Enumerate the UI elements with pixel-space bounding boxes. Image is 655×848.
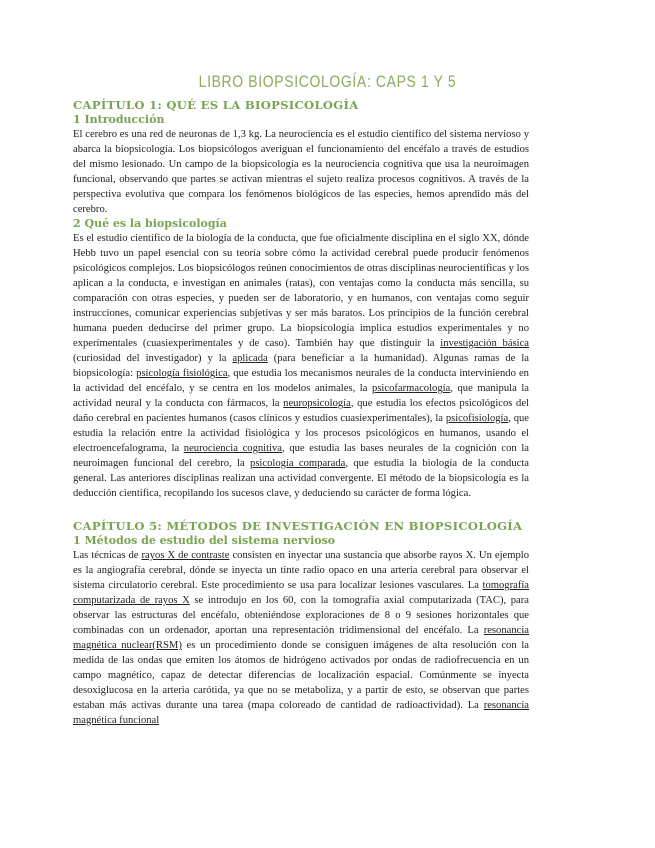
- term-tomografia-computarizada: tomografía computarizada de rayos X: [73, 580, 529, 606]
- text-run: , que estudia los efectos psicológicos del daño cerebral en pacientes humanos (casos clínicos y estudios cuasiexperimentales), la: [73, 398, 529, 424]
- text-run: Las técnicas de: [73, 550, 142, 561]
- text-run: , que estudia la biología de la conducta general. Las anteriores disciplinas realizan una actividad convergente. El método de la biopsicología es la deducción científica, recopilando los sucesos clave, y deduciendo su carácter de forma lógica.: [73, 458, 529, 499]
- term-neurociencia-cognitiva: neurociencia cognitiva: [183, 443, 282, 454]
- chapter-1-heading: CAPÍTULO 1: QUÉ ES LA BIOPSICOLOGÍA: [73, 98, 359, 112]
- document-title: LIBRO BIOPSICOLOGÍA: CAPS 1 Y 5: [198, 72, 457, 91]
- text-run: consisten en inyectar una sustancia que absorbe rayos X. Un ejemplo es la angiografía cerebral, dónde se inyecta un tinte radio opaco en una arteria cerebral para observar el sistema circulatorio cerebral. Este procedimiento se usa para localizar lesiones vasculares. La: [73, 550, 530, 591]
- term-investigacion-basica: investigación básica: [440, 338, 529, 349]
- term-psicofisiologia: psicofisiología: [445, 413, 509, 424]
- section-1-1-heading: 1 Introducción: [73, 113, 165, 126]
- section-1-1-text: El cerebro es una red de neuronas de 1,3 kg. La neurociencia es el estudio científico del sistema nervioso y abarca la biopsicología. Los biopsicólogos averiguan el funcionamiento del encéfalo a través de estudios del mismo lesionado. Un campo de la biopsicología es la neurociencia cognitiva que usa la neuroimagen funcional, observando que partes se activan mientras el sujeto realiza procesos cognitivos. A través de la perspectiva evolutiva que compara los fenómenos biológicos de las especies, hemos aprendido más del cerebro.: [73, 129, 529, 215]
- term-neuropsicologia: neuropsicología: [283, 398, 351, 409]
- chapter-spacer: [73, 501, 529, 519]
- section-5-1-text: [73, 548, 529, 728]
- term-rayos-x-contraste: rayos X de contraste: [141, 550, 230, 561]
- chapter-5-heading: CAPÍTULO 5: MÉTODOS DE INVESTIGACIÓN EN BIOPSICOLOGÍA: [73, 519, 523, 533]
- text-run: , que estudia los mecanismos neurales de la conducta interviniendo en la actividad del encéfalo, y se centra en los modelos animales, la: [73, 368, 529, 394]
- term-psicofarmacologia: psicofarmacología: [372, 383, 451, 394]
- document-body: [73, 98, 529, 728]
- term-psicologia-fisiologica: psicología fisiológica: [136, 368, 228, 379]
- section-1-2-heading: 2 Qué es la biopsicología: [73, 217, 227, 230]
- text-run: , que manipula la actividad neural y la conducta con fármacos, la: [73, 383, 529, 409]
- section-5-1-heading: 1 Métodos de estudio del sistema nervioso: [73, 534, 336, 547]
- section-1-2-text: [73, 231, 529, 501]
- text-run: se introdujo en los 60, con la tomografía axial computarizada (TAC), para observar las estructuras del encéfalo, obteniéndose exploraciones de 8 o 9 sesiones horizontales que combinadas con un ordenador, aportan una representación tridimensional del encéfalo. La: [73, 595, 529, 636]
- term-psicologia-comparada: psicología comparada: [250, 458, 346, 469]
- text-run: , que estudia la relación entre la actividad fisiológica y los procesos psicológicos en humanos, usando el electroencefalograma, la: [73, 413, 529, 454]
- text-run: (para beneficiar a la humanidad). Algunas ramas de la biopsicología:: [73, 353, 529, 379]
- text-run: es un procedimiento donde se consiguen imágenes de alta resolución con la medida de las ondas que emiten los átomos de hidrógeno activados por ondas de radiofrecuencia en un campo magnético, capaz de detectar diferencias de localización espacial. Comúnmente se inyecta desoxiglucosa en la arteria carótida, ya que no se metaboliza, y a partir de esto, se observan que partes estaban más activas durante una tarea (mapa coloreado de cantidad de radioactividad). La: [73, 640, 530, 711]
- text-run: (curiosidad del investigador) y la: [73, 353, 233, 364]
- term-resonancia-magnetica-funcional: resonancia magnética funcional: [73, 700, 529, 726]
- term-aplicada: aplicada: [232, 353, 268, 364]
- term-resonancia-magnetica-nuclear: resonancia magnética nuclear(RSM): [73, 625, 529, 651]
- text-run: , que estudia las bases neurales de la cognición con la neuroimagen funcional del cerebro, la: [73, 443, 529, 469]
- text-run: Es el estudio científico de la biología de la conducta, que fue oficialmente disciplina en el siglo XX, dónde Hebb tuvo un papel esencial con su teoría sobre cómo la actividad cerebral puede producir fenómenos psicológicos complejos. Los biopsicólogos reúnen conocimientos de otras disciplinas neurocientíficas y los aplican a la conducta, e investigan en animales (ratas), con ventajas como la conducta más sencilla, su comparación con otras especies, y pueden ser de laboratorio, y en humanos, con ventajas como seguir instrucciones, comunicar experiencias subjetivas y ser más baratos. Los principios de la función cerebral humana pueden deducirse del primer grupo. La biopsicología implica estudios experimentales y no experimentales (cuasiexperimentales y de caso). También hay que distinguir la: [73, 233, 529, 349]
